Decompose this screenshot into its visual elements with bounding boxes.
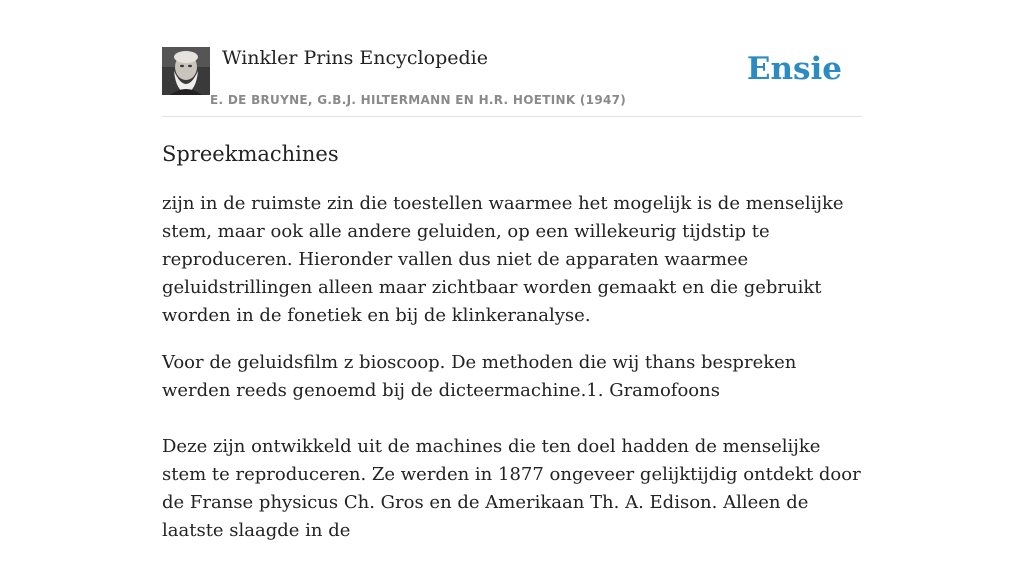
source-title[interactable]: Winkler Prins Encyclopedie	[222, 47, 488, 69]
avatar	[162, 47, 210, 95]
brand-logo[interactable]: Ensie	[746, 51, 842, 87]
paragraph: Deze zijn ontwikkeld uit de machines die ten doel hadden de menselijke stem te reproduceren. Ze werden in 1877 ongeveer gelijktijdig ontdekt door de Franse physicus Ch. Gros en de Amerikaan Th. A. Edison. Alleen de laatste slaagde in de	[162, 436, 861, 541]
article-body	[162, 138, 862, 564]
page-title: Spreekmachines	[162, 142, 339, 166]
paragraph: Voor de geluidsfilm z bioscoop. De methoden die wij thans bespreken werden reeds genoemd bij de dicteermachine.1. Gramofoons	[162, 352, 797, 401]
source-header	[162, 46, 862, 117]
authors-line: E. DE BRUYNE, G.B.J. HILTERMANN EN H.R. HOETINK (1947)	[210, 93, 627, 107]
portrait-icon	[162, 47, 210, 95]
paragraph: zijn in de ruimste zin die toestellen waarmee het mogelijk is de menselijke stem, maar ook alle andere geluiden, op een willekeurig tijdstip te reproduceren. Hieronder vallen dus niet de apparaten waarmee geluidstrillingen alleen maar zichtbaar worden gemaakt en die gebruikt worden in de fonetiek en bij de klinkeranalyse.	[162, 193, 844, 326]
